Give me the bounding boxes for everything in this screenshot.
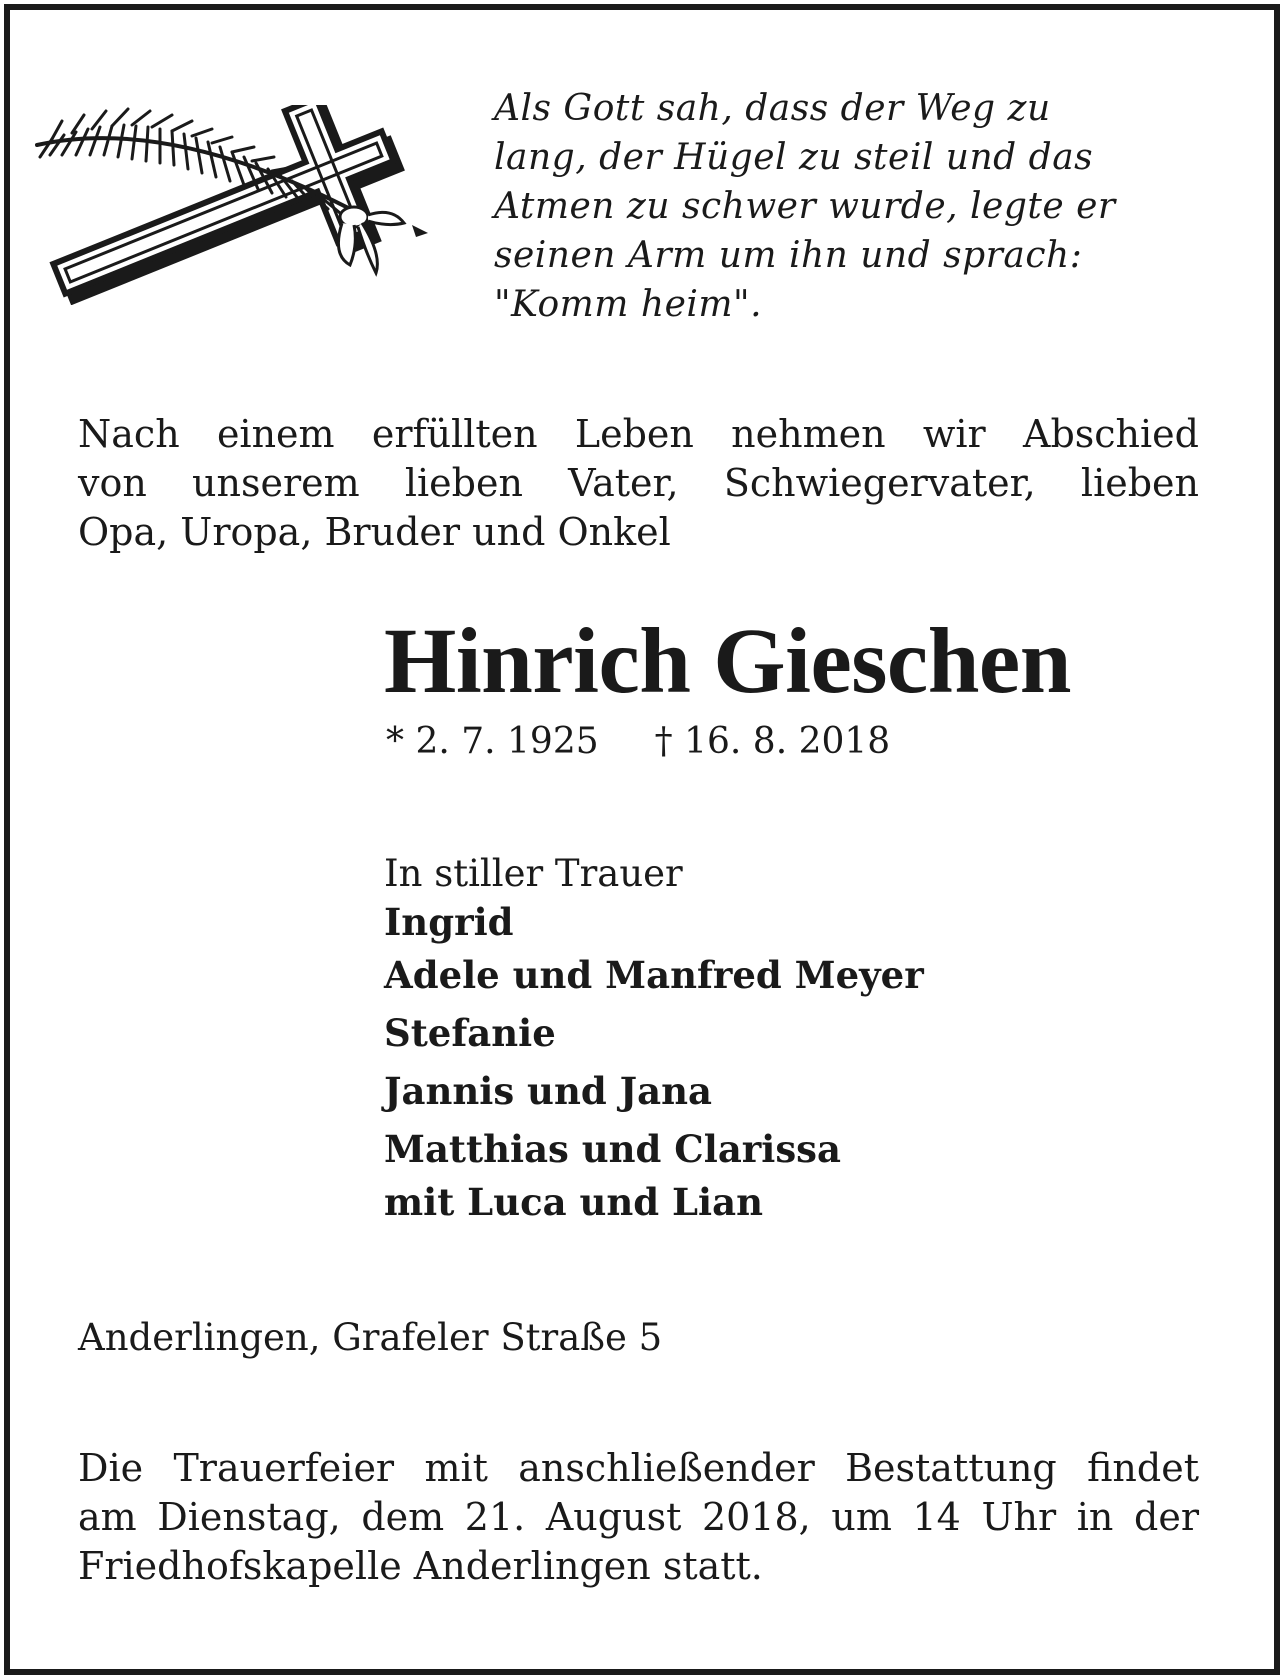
mourning-lead: In stiller Trauer — [384, 852, 683, 895]
intro-text — [78, 410, 1199, 557]
birth-date: * 2. 7. 1925 — [386, 721, 599, 762]
cross-with-palm-branch-icon — [32, 105, 452, 305]
ceremony-line: Friedhofskapelle Anderlingen statt. — [78, 1544, 763, 1588]
mourners-list — [384, 850, 924, 1226]
ceremony-notice — [78, 1444, 1199, 1591]
intro-line: von unserem lieben Vater, Schwiegervater, lieben — [78, 461, 1199, 505]
ceremony-line: Die Trauerfeier mit anschließender Bestattung findet — [78, 1446, 1199, 1490]
death-date: † 16. 8. 2018 — [654, 721, 891, 762]
mourner-name: Jannis und Jana — [384, 1069, 712, 1113]
verse-line: seinen Arm um ihn und sprach: — [494, 235, 1083, 276]
verse-line: Atmen zu schwer wurde, legte er — [494, 186, 1116, 227]
address: Anderlingen, Grafeler Straße 5 — [78, 1316, 663, 1359]
mourner-name: Adele und Manfred Meyer — [384, 953, 924, 997]
mourner-name: Matthias und Clarissa — [384, 1127, 841, 1171]
mourner-name: Ingrid — [384, 900, 514, 944]
verse-line: Als Gott sah, dass der Weg zu — [494, 88, 1051, 129]
verse — [494, 84, 1214, 329]
ceremony-line: am Dienstag, dem 21. August 2018, um 14 Uhr in der — [78, 1495, 1199, 1539]
life-dates — [386, 720, 890, 764]
verse-line: "Komm heim". — [494, 284, 763, 325]
mourner-name: Stefanie — [384, 1011, 556, 1055]
verse-line: lang, der Hügel zu steil und das — [494, 137, 1094, 178]
intro-line: Opa, Uropa, Bruder und Onkel — [78, 510, 671, 554]
deceased-name: Hinrich Gieschen — [384, 610, 1071, 713]
intro-line: Nach einem erfüllten Leben nehmen wir Abschied — [78, 412, 1199, 456]
mourner-name: mit Luca und Lian — [384, 1180, 763, 1224]
